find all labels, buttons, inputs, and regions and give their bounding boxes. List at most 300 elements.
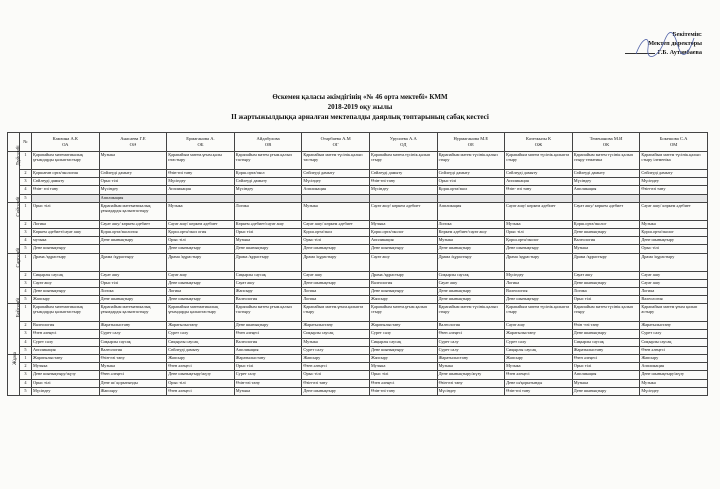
header-group-code: ОБ bbox=[197, 142, 204, 147]
lesson-cell: Музыка bbox=[302, 338, 370, 346]
lesson-cell: Сурет салу bbox=[99, 330, 167, 338]
lesson-number: 5 bbox=[20, 296, 32, 304]
lesson-cell: Мүсіндеу bbox=[302, 178, 370, 186]
lesson-cell: Музыка bbox=[234, 387, 302, 395]
lesson-cell: Аппликация bbox=[437, 202, 505, 220]
lesson-cell: Сурет салу bbox=[640, 330, 708, 338]
lesson-cell bbox=[167, 194, 235, 202]
lesson-cell: Музыка bbox=[167, 202, 235, 220]
lesson-cell: Қорш.орта/эколог bbox=[572, 220, 640, 228]
day-name: Сәрсенбі bbox=[15, 247, 22, 267]
lesson-cell: Қарапайым матем ұғым.қалып тастыру bbox=[234, 304, 302, 322]
lesson-cell: Дене шынықтыру bbox=[167, 245, 235, 253]
header-teacher: Урусиева А.А bbox=[389, 136, 417, 141]
header-group-code: ОЖ bbox=[534, 142, 543, 147]
lesson-cell: Сурет салу bbox=[302, 346, 370, 354]
lesson-cell: Сауат ашу bbox=[437, 279, 505, 287]
lesson-cell: Көркем әдебиет/сауат ашу bbox=[437, 228, 505, 236]
lesson-cell: Өзін-өзі тану bbox=[437, 379, 505, 387]
table-row bbox=[8, 186, 708, 194]
lesson-cell: Өзін-өзі тану bbox=[234, 379, 302, 387]
lesson-cell: Орыс тілі bbox=[369, 371, 437, 379]
lesson-cell: Дене шынықтыру bbox=[234, 322, 302, 330]
lesson-cell: Өзін- өзі тану bbox=[505, 186, 573, 194]
lesson-cell bbox=[572, 194, 640, 202]
lesson-cell: Қарапайым матем ұғым қалып астыру bbox=[640, 304, 708, 322]
lesson-cell: Сауат ашу/ көркем әдебиет bbox=[302, 220, 370, 228]
lesson-cell: Жаратылыстану bbox=[572, 346, 640, 354]
lesson-cell: Сиқырлы саусақ bbox=[99, 338, 167, 346]
day-name: Бейсенбі bbox=[15, 297, 22, 318]
lesson-cell: Аппликация bbox=[369, 237, 437, 245]
lesson-cell: Аппликация bbox=[99, 194, 167, 202]
lesson-cell: Қоршаған орта/экология bbox=[32, 170, 100, 178]
header-group-code: ОВ bbox=[264, 142, 272, 147]
table-row bbox=[8, 178, 708, 186]
lesson-cell: Мүсіндеу bbox=[234, 186, 302, 194]
table-row bbox=[8, 346, 708, 354]
schedule-table bbox=[7, 132, 708, 396]
lesson-cell: Дене шынықтыру bbox=[302, 387, 370, 395]
lesson-cell: Музыка bbox=[369, 363, 437, 371]
lesson-cell: Мүсіндеу bbox=[99, 186, 167, 194]
lesson-cell bbox=[32, 194, 100, 202]
lesson-cell: Дене шынықтыру bbox=[369, 346, 437, 354]
lesson-cell: Мүсіндеу bbox=[640, 178, 708, 186]
lesson-cell: Өзен әлеңесі bbox=[302, 363, 370, 371]
lesson-cell: Музыка bbox=[99, 152, 167, 170]
table-row bbox=[8, 237, 708, 245]
lesson-cell: Жапсыру bbox=[369, 296, 437, 304]
lesson-cell: Сөйлеуді дамыту bbox=[505, 170, 573, 178]
lesson-cell bbox=[369, 194, 437, 202]
lesson-cell: Логика bbox=[437, 220, 505, 228]
table-row bbox=[8, 271, 708, 279]
lesson-cell: Дене шынықтыру bbox=[640, 237, 708, 245]
header-group-ог bbox=[302, 133, 370, 152]
lesson-number: 4 bbox=[20, 379, 32, 387]
lesson-cell: Жапсыру bbox=[234, 287, 302, 295]
lesson-cell: Жапсыру bbox=[505, 355, 573, 363]
lesson-cell: Сөйлеуді дамыту bbox=[437, 170, 505, 178]
header-teacher: Нурмаганова М.Е bbox=[453, 136, 489, 141]
lesson-cell: Өзін-өзі тану bbox=[99, 355, 167, 363]
table-row bbox=[8, 245, 708, 253]
lesson-cell: Музыка bbox=[234, 237, 302, 245]
lesson-cell: Музыка bbox=[369, 220, 437, 228]
header-group-code: ОӘ bbox=[129, 142, 137, 147]
header-group-ож bbox=[505, 133, 573, 152]
header-group-ое bbox=[437, 133, 505, 152]
lesson-cell: Логика bbox=[234, 202, 302, 220]
lesson-number: 1 bbox=[20, 355, 32, 363]
lesson-cell: Қорш.орта/экология bbox=[99, 228, 167, 236]
lesson-cell: Жапсыру bbox=[640, 355, 708, 363]
header-group-об bbox=[167, 133, 235, 152]
lesson-cell: Сауат ашу bbox=[99, 271, 167, 279]
lesson-cell: Қарапайым математикалық ұғымдарды қалыптастыру bbox=[167, 304, 235, 322]
header-teacher: Ермаганова А. bbox=[186, 136, 215, 141]
signature-scribble bbox=[628, 28, 698, 62]
lesson-cell: Қорш.орта/эколог bbox=[505, 237, 573, 245]
lesson-cell bbox=[640, 194, 708, 202]
lesson-cell: Жапсыру bbox=[99, 387, 167, 395]
table-row bbox=[8, 296, 708, 304]
lesson-cell: Музыка bbox=[437, 237, 505, 245]
lesson-number: 3 bbox=[20, 330, 32, 338]
lesson-cell: Сиқырлы саусақ bbox=[369, 338, 437, 346]
lesson-cell: Сауат ашу bbox=[572, 271, 640, 279]
header-group-ов bbox=[234, 133, 302, 152]
lesson-cell: Валеология bbox=[32, 322, 100, 330]
lesson-cell: Драма /құрастыру bbox=[572, 253, 640, 271]
lesson-cell: Жаратылыстану bbox=[32, 355, 100, 363]
day-label-cell bbox=[8, 145, 22, 203]
lesson-cell: Сиқырлы саусақ bbox=[437, 271, 505, 279]
table-row bbox=[8, 330, 708, 338]
header-group-оә bbox=[99, 133, 167, 152]
lesson-cell: Дене шынықтыру bbox=[167, 279, 235, 287]
lesson-cell: Валеология bbox=[505, 287, 573, 295]
lesson-cell: Дене ш/ қорытынды bbox=[99, 379, 167, 387]
lesson-cell: Сурет салу bbox=[167, 330, 235, 338]
table-row bbox=[8, 322, 708, 330]
lesson-cell: Мүсіндеу bbox=[572, 178, 640, 186]
table-row bbox=[8, 152, 708, 170]
day-name: Сейсенбі bbox=[15, 196, 22, 217]
lesson-cell: Дене шынықтыру bbox=[369, 287, 437, 295]
lesson-cell: Мүсіндеу bbox=[505, 271, 573, 279]
lesson-cell: Сауат ашу bbox=[505, 322, 573, 330]
title-line-1: Өскемен қаласы әкімдігінің «№ 46 орта мектебі» КММ bbox=[272, 93, 448, 101]
lesson-cell: Жаратылыстану bbox=[302, 322, 370, 330]
lesson-cell: Қорш.орта/эколог bbox=[640, 228, 708, 236]
lesson-cell: Дене шынықтыру bbox=[302, 279, 370, 287]
lesson-number: 5 bbox=[20, 245, 32, 253]
lesson-cell: Аппликация bbox=[302, 186, 370, 194]
table-row bbox=[8, 363, 708, 371]
lesson-cell: Қарапайым матем түсінік.қалып стыру bbox=[437, 152, 505, 170]
header-group-ок bbox=[572, 133, 640, 152]
lesson-cell: Сиқырлы саусақ bbox=[640, 338, 708, 346]
document-title bbox=[0, 92, 720, 122]
lesson-cell: Музыка bbox=[99, 363, 167, 371]
lesson-cell bbox=[234, 194, 302, 202]
title-line-2: 2018-2019 оқу жылы bbox=[327, 103, 393, 111]
lesson-cell: Сиқырлы саусақ bbox=[302, 330, 370, 338]
lesson-cell: Көркем әдебиет/сауат ашу bbox=[234, 220, 302, 228]
lesson-cell: Сиқырлы саусақ bbox=[167, 338, 235, 346]
lesson-cell: Қарапайым матем.ұғым.қалып стыру bbox=[369, 304, 437, 322]
lesson-number: 4 bbox=[20, 287, 32, 295]
lesson-cell: Логика bbox=[640, 287, 708, 295]
header-row bbox=[8, 133, 708, 152]
header-teacher: Теменанова М.И bbox=[589, 136, 623, 141]
lesson-cell: Логика bbox=[302, 296, 370, 304]
lesson-cell: Өзен әлеңесі bbox=[234, 330, 302, 338]
header-group-ом bbox=[640, 133, 708, 152]
lesson-cell: Қарапайым матем ұғым.қалып тастыру bbox=[234, 152, 302, 170]
lesson-cell: Аппликация bbox=[167, 186, 235, 194]
lesson-cell: Жапсыру bbox=[302, 355, 370, 363]
lesson-cell: Сөйлеуді дамыту bbox=[302, 170, 370, 178]
lesson-number: 2 bbox=[20, 220, 32, 228]
lesson-cell: Қарапайым математикалық ұғымдарды қалыптастыру bbox=[99, 202, 167, 220]
lesson-cell: Дене шынықтыру bbox=[32, 245, 100, 253]
lesson-number: 2 bbox=[20, 271, 32, 279]
lesson-cell: Сауат ашу/ көркем әдебиет bbox=[572, 202, 640, 220]
lesson-number: 4 bbox=[20, 186, 32, 194]
title-line-3: ІІ жартыжылдыққа арналған мектепалды даярлық топтарының сабақ кестесі bbox=[231, 113, 489, 121]
lesson-cell: Музыка bbox=[437, 363, 505, 371]
lesson-cell: Аппликация bbox=[572, 186, 640, 194]
lesson-cell: Өзен әлеңесі bbox=[369, 379, 437, 387]
lesson-cell: Өзін-өзі тану bbox=[302, 379, 370, 387]
lesson-cell: Музыка bbox=[505, 363, 573, 371]
lesson-number: 5 bbox=[20, 194, 32, 202]
header-teacher: Айдабулова bbox=[256, 136, 280, 141]
lesson-cell: Қорш.орта/экол bbox=[234, 170, 302, 178]
lesson-cell: Дене шынықтыру bbox=[167, 296, 235, 304]
lesson-cell: Аппликация bbox=[505, 178, 573, 186]
lesson-number: 1 bbox=[20, 304, 32, 322]
lesson-cell: Мүсіндеу bbox=[369, 186, 437, 194]
lesson-cell: Валеология bbox=[369, 279, 437, 287]
lesson-cell: Орыс тілі bbox=[167, 237, 235, 245]
lesson-cell: Сауат ашу/ көркем әдебиет bbox=[505, 202, 573, 220]
lesson-cell: Қарапайым матем түсінік.қалып стыру ілеменіка bbox=[640, 152, 708, 170]
lesson-cell: Дене шынықтыру bbox=[369, 245, 437, 253]
lesson-cell: Логика bbox=[167, 287, 235, 295]
lesson-number: 3 bbox=[20, 178, 32, 186]
lesson-cell: Өзен әлеңесі bbox=[505, 371, 573, 379]
lesson-number: 2 bbox=[20, 170, 32, 178]
approval-role: Мектеп директоры bbox=[648, 40, 702, 47]
lesson-cell: Сауат ашу bbox=[302, 271, 370, 279]
lesson-cell: Жапсыру bbox=[369, 355, 437, 363]
lesson-cell: Орыс тілі bbox=[234, 228, 302, 236]
lesson-cell: Дене шынықтыру bbox=[572, 330, 640, 338]
lesson-cell: Аппликация bbox=[640, 363, 708, 371]
lesson-cell: Сауат ашу bbox=[234, 279, 302, 287]
header-group-code: ОА bbox=[62, 142, 69, 147]
lesson-cell: Қарапайым матем түсінік қалып стыру bbox=[572, 304, 640, 322]
header-group-code: ОЕ bbox=[467, 142, 474, 147]
lesson-cell: Жаратылыстану bbox=[99, 322, 167, 330]
lesson-number: 4 bbox=[20, 338, 32, 346]
lesson-cell: Драма /құрастыру bbox=[437, 253, 505, 271]
lesson-cell: Музыка bbox=[640, 379, 708, 387]
lesson-cell: Сауат ашу bbox=[640, 279, 708, 287]
approval-label: Бекітемін: bbox=[672, 31, 702, 38]
lesson-cell: Өзен әлеңесі bbox=[437, 330, 505, 338]
lesson-cell: Валеология bbox=[572, 237, 640, 245]
lesson-cell: Музыка bbox=[572, 245, 640, 253]
header-teacher: Казезкызы К bbox=[525, 136, 552, 141]
lesson-cell: Музыка bbox=[32, 363, 100, 371]
table-row bbox=[8, 287, 708, 295]
lesson-cell: Дене шынықтыру bbox=[32, 287, 100, 295]
day-name: Жұма bbox=[11, 352, 18, 365]
day-label-cell bbox=[8, 297, 22, 355]
lesson-cell: Жаратылыстану bbox=[234, 355, 302, 363]
lesson-cell: Сауат ашу/ көркем әдебиет bbox=[167, 220, 235, 228]
lesson-cell: Орыс тілі bbox=[99, 178, 167, 186]
day-label-cell bbox=[8, 196, 22, 253]
schedule-body bbox=[8, 145, 708, 396]
header-group-од bbox=[369, 133, 437, 152]
lesson-number: 1 bbox=[20, 152, 32, 170]
header-group-code: ОД bbox=[400, 142, 407, 147]
header-group-оа bbox=[32, 133, 100, 152]
lesson-cell: Сөйлеуді дамыту bbox=[234, 178, 302, 186]
table-row bbox=[8, 371, 708, 379]
lesson-cell: Орыс тілі bbox=[167, 379, 235, 387]
lesson-cell: Сауат ашу bbox=[167, 271, 235, 279]
lesson-cell: Валеология bbox=[234, 338, 302, 346]
lesson-cell bbox=[505, 194, 573, 202]
table-row bbox=[8, 355, 708, 363]
lesson-cell: Музыка bbox=[302, 202, 370, 220]
lesson-cell: Логика bbox=[302, 287, 370, 295]
lesson-cell: Көркем әдебиет/сауат ашу bbox=[32, 228, 100, 236]
lesson-cell: Мүсіндеу bbox=[32, 387, 100, 395]
header-teacher: Отарбаева А.М bbox=[320, 136, 351, 141]
lesson-cell: Қарапайым матем.ұғым.қалы птастыру bbox=[167, 152, 235, 170]
lesson-cell: Өзін-өзі тану bbox=[369, 387, 437, 395]
lesson-cell: Өзін -өзі тану bbox=[572, 322, 640, 330]
lesson-cell: Дене шынықтыру bbox=[505, 296, 573, 304]
lesson-cell: Валеология bbox=[99, 346, 167, 354]
lesson-cell: Драма /құрастыру bbox=[302, 253, 370, 271]
lesson-cell: Орыс тілі bbox=[640, 245, 708, 253]
lesson-cell bbox=[302, 194, 370, 202]
lesson-cell: Қарапайым матем түсінік.қалыпта стыру bbox=[505, 152, 573, 170]
lesson-number: 2 bbox=[20, 322, 32, 330]
lesson-cell: Дене шынықтыру bbox=[572, 228, 640, 236]
lesson-cell: Дене ш/қорытынды bbox=[505, 379, 573, 387]
lesson-cell: Жаратылыстану bbox=[167, 322, 235, 330]
lesson-cell: Өзен әлеңесі bbox=[167, 363, 235, 371]
lesson-cell: Сиқырлы саусақ bbox=[32, 271, 100, 279]
lesson-cell: Дене шынықтыру bbox=[505, 245, 573, 253]
lesson-cell: Сөйлеуді дамыту bbox=[99, 170, 167, 178]
table-row bbox=[8, 387, 708, 395]
lesson-cell: Сиқырлы саусақ bbox=[572, 338, 640, 346]
lesson-cell: Қарапайым математикалық ұғымдарды қалыптастыру bbox=[32, 304, 100, 322]
table-row bbox=[8, 170, 708, 178]
lesson-cell: Қарапайым матем түсінік.қалып стыру bbox=[437, 304, 505, 322]
lesson-cell: Драма /құрастыру bbox=[505, 253, 573, 271]
day-name: Дүйсенбі bbox=[15, 145, 22, 166]
lesson-cell: Сурет салу bbox=[234, 371, 302, 379]
lesson-number: 4 bbox=[20, 237, 32, 245]
lesson-cell: Қорш.орта/эколог bbox=[369, 228, 437, 236]
lesson-cell: Орыс тілі bbox=[505, 228, 573, 236]
lesson-cell: Қарапайым математикалық ұғымдарды қалыптастыру bbox=[99, 304, 167, 322]
lesson-cell: Валеология bbox=[234, 296, 302, 304]
lesson-number: 3 bbox=[20, 371, 32, 379]
lesson-cell: Орыс тілі bbox=[572, 296, 640, 304]
table-row bbox=[8, 379, 708, 387]
lesson-cell: Сауат ашу bbox=[640, 271, 708, 279]
lesson-cell: Жапсыру bbox=[32, 296, 100, 304]
lesson-cell: Өзен әлеңесі bbox=[640, 346, 708, 354]
table-row bbox=[8, 228, 708, 236]
lesson-cell: Қарапайым матем түсінік.қалыпта стыру bbox=[505, 304, 573, 322]
lesson-cell: Логика bbox=[572, 287, 640, 295]
lesson-cell: Логика bbox=[32, 220, 100, 228]
lesson-cell: Дене шынықтыру bbox=[302, 245, 370, 253]
header-teacher: Камзина А.К bbox=[52, 136, 78, 141]
header-num: № bbox=[20, 133, 32, 152]
day-label-cell bbox=[8, 247, 22, 304]
lesson-cell: Дене шынықтыру/жүзу bbox=[167, 371, 235, 379]
lesson-cell bbox=[99, 245, 167, 253]
lesson-cell: Сурет салу bbox=[437, 338, 505, 346]
lesson-cell: Драма /құрастыру bbox=[32, 253, 100, 271]
table-row bbox=[8, 194, 708, 202]
table-row bbox=[8, 338, 708, 346]
lesson-cell: Аппликация bbox=[234, 346, 302, 354]
lesson-cell: Логика bbox=[99, 287, 167, 295]
table-row bbox=[8, 253, 708, 271]
lesson-cell: Сауат ашу/ көркем әдебиет bbox=[640, 202, 708, 220]
lesson-number: 5 bbox=[20, 346, 32, 354]
lesson-cell: Драма /құрастыру bbox=[167, 253, 235, 271]
lesson-cell: Өзен әлеңесі bbox=[167, 387, 235, 395]
day-label-cell bbox=[8, 352, 20, 396]
lesson-cell: Орыс тілі bbox=[32, 202, 100, 220]
header-teacher: Анасаева Г.Е bbox=[120, 136, 146, 141]
lesson-cell: Дене шынықтыру bbox=[437, 245, 505, 253]
lesson-cell: Жаратылыстану bbox=[437, 355, 505, 363]
lesson-cell: Музыка bbox=[640, 220, 708, 228]
lesson-cell: Дене шынықтыру/жүзу bbox=[640, 371, 708, 379]
lesson-cell: Сурет салу bbox=[32, 338, 100, 346]
lesson-cell: Дене шынықтыру bbox=[572, 279, 640, 287]
lesson-cell: Логика bbox=[505, 279, 573, 287]
lesson-cell: Дене шынықтыру bbox=[99, 296, 167, 304]
lesson-cell: Дене шынықтыру bbox=[572, 387, 640, 395]
lesson-cell: Валеология bbox=[640, 296, 708, 304]
lesson-cell: Сауат ашу/ көркем әдебиет bbox=[369, 202, 437, 220]
table-row bbox=[8, 202, 708, 220]
lesson-cell: Сөйлеуді дамыту bbox=[640, 170, 708, 178]
lesson-cell: Өзін- өзі тану bbox=[32, 186, 100, 194]
table-row bbox=[8, 220, 708, 228]
lesson-cell: Сурет салу bbox=[437, 346, 505, 354]
lesson-number: 3 bbox=[20, 279, 32, 287]
lesson-cell: Жаратылыстану bbox=[640, 322, 708, 330]
lesson-cell: Өзен әлеңесі bbox=[99, 371, 167, 379]
lesson-cell: Өзен әлеңесі bbox=[572, 355, 640, 363]
lesson-number: 2 bbox=[20, 363, 32, 371]
lesson-cell: Дене шынықтыру bbox=[234, 245, 302, 253]
lesson-cell: Сауат ашу bbox=[369, 253, 437, 271]
header-group-code: ОМ bbox=[669, 142, 678, 147]
lesson-cell: Қарапайым матем.ұғым.қалыпта стыру bbox=[302, 304, 370, 322]
lesson-cell: Сурет салу bbox=[369, 330, 437, 338]
lesson-cell: Қорш.орта/экол огия bbox=[167, 228, 235, 236]
lesson-cell: Дене шынықтыру/жүзу bbox=[437, 371, 505, 379]
lesson-cell: Дене шынықтыру bbox=[437, 287, 505, 295]
lesson-number: 3 bbox=[20, 228, 32, 236]
lesson-cell: Сауат ашу bbox=[32, 279, 100, 287]
lesson-cell: Сиқырлы саусақ bbox=[234, 271, 302, 279]
lesson-cell: Сурет салу bbox=[505, 338, 573, 346]
lesson-cell: Мүсіндеу bbox=[437, 387, 505, 395]
